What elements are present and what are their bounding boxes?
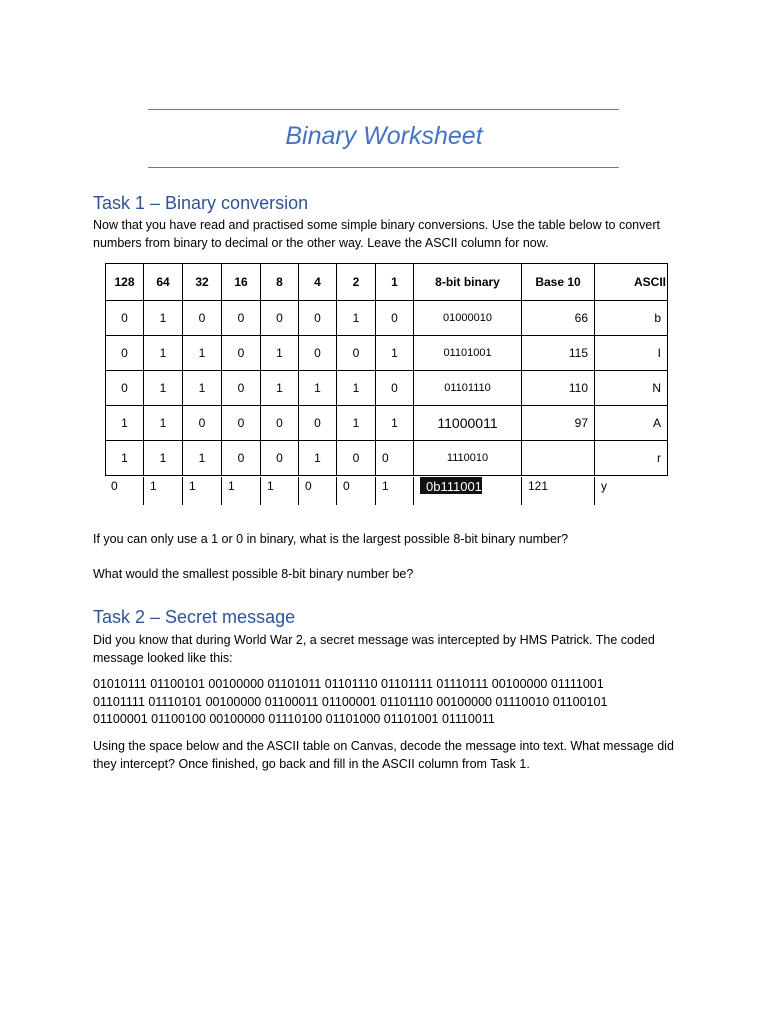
task1-heading: Task 1 – Binary conversion (93, 193, 309, 213)
column-header: 64 (144, 264, 183, 301)
bit-cell[interactable]: 0 (222, 406, 261, 441)
bit-cell[interactable]: 0 (222, 336, 261, 371)
bit-cell[interactable]: 0 (261, 301, 299, 336)
bit-cell[interactable]: 1 (375, 477, 413, 505)
column-header: 32 (183, 264, 222, 301)
bit-cell[interactable]: 0 (261, 441, 299, 476)
bit-cell[interactable]: 1 (144, 301, 183, 336)
task2-heading: Task 2 – Secret message (93, 607, 296, 627)
bit-cell[interactable]: 1 (144, 406, 183, 441)
bit-cell[interactable]: 0 (106, 301, 144, 336)
bit-cell[interactable]: 1 (106, 441, 144, 476)
bit-cell[interactable]: 1 (144, 441, 183, 476)
bit-cell[interactable]: 1 (183, 441, 222, 476)
bit-cell[interactable]: 1 (337, 301, 376, 336)
decimal-cell[interactable]: 115 (522, 336, 595, 371)
coded-message: 01010111 01100101 00100000 01101011 01101110 01101111 01110111 00100000 01111001 01101111 01110101 00100000 01100011 01100001 01101110 00100000 01110010 01100101 01100001 01100100 00100000 01110100 01101000 01101001 01110011 (93, 677, 608, 726)
table-row (106, 336, 668, 371)
bottom-rule (148, 167, 619, 168)
bit-cell[interactable]: 0 (337, 336, 376, 371)
bit-cell[interactable]: 0 (222, 371, 261, 406)
bit-cell[interactable]: 1 (143, 477, 182, 505)
ascii-cell[interactable]: y (594, 477, 667, 505)
binary-cell[interactable]: 01000010 (414, 301, 522, 336)
bit-cell[interactable]: 0 (261, 406, 299, 441)
table-row (106, 371, 668, 406)
bit-cell[interactable]: 1 (376, 406, 414, 441)
bit-cell[interactable]: 1 (144, 371, 183, 406)
binary-table (105, 263, 668, 476)
bit-cell[interactable]: 0 (299, 336, 337, 371)
bit-cell[interactable]: 0 (183, 301, 222, 336)
bit-cell[interactable]: 0 (111, 479, 118, 493)
decimal-cell[interactable]: 121 (521, 477, 594, 505)
bit-cell[interactable]: 0 (376, 441, 414, 476)
decimal-cell[interactable]: 66 (522, 301, 595, 336)
column-header: 16 (222, 264, 261, 301)
bit-cell[interactable]: 0 (376, 301, 414, 336)
bit-cell[interactable]: 1 (299, 371, 337, 406)
bit-cell[interactable]: 1 (261, 336, 299, 371)
ascii-cell[interactable]: I (595, 336, 668, 371)
ascii-cell[interactable]: r (595, 441, 668, 476)
bit-cell[interactable]: 1 (376, 336, 414, 371)
bit-cell[interactable]: 1 (183, 336, 222, 371)
bit-cell[interactable]: 0 (299, 406, 337, 441)
bit-cell[interactable]: 1 (260, 477, 298, 505)
bit-cell[interactable]: 1 (144, 336, 183, 371)
binary-cell[interactable]: 01101001 (414, 336, 522, 371)
table-row (106, 301, 668, 336)
table-header-row (106, 264, 668, 301)
bit-cell[interactable]: 1 (261, 371, 299, 406)
page-title: Binary Worksheet (285, 122, 483, 150)
table-row (106, 406, 668, 441)
table-row (106, 441, 668, 476)
ascii-cell[interactable]: b (595, 301, 668, 336)
bit-cell[interactable]: 0 (183, 406, 222, 441)
bit-cell[interactable]: 1 (106, 406, 144, 441)
column-header: 128 (106, 264, 144, 301)
task2-intro: Did you know that during World War 2, a secret message was intercepted by HMS Patrick. The coded message looked like this: (93, 633, 655, 665)
bit-cell[interactable]: 0 (376, 371, 414, 406)
column-header: ASCII (595, 264, 668, 301)
bit-cell[interactable]: 1 (221, 477, 260, 505)
question-smallest: What would the smallest possible 8-bit binary number be? (93, 567, 414, 581)
task2-instructions: Using the space below and the ASCII table on Canvas, decode the message into text. What message did they intercept? Once finished, go back and fill in the ASCII column from Task 1. (93, 739, 674, 771)
decimal-cell[interactable]: 110 (522, 371, 595, 406)
decimal-cell[interactable] (522, 441, 595, 476)
bit-cell[interactable]: 0 (299, 301, 337, 336)
column-header: 1 (376, 264, 414, 301)
bit-cell[interactable]: 1 (299, 441, 337, 476)
column-header: 2 (337, 264, 376, 301)
bit-cell[interactable]: 1 (337, 406, 376, 441)
column-header: 8-bit binary (414, 264, 522, 301)
column-header: 8 (261, 264, 299, 301)
column-header: Base 10 (522, 264, 595, 301)
bit-cell[interactable]: 1 (337, 371, 376, 406)
question-largest: If you can only use a 1 or 0 in binary, what is the largest possible 8-bit binary number? (93, 532, 569, 546)
bit-cell[interactable]: 0 (337, 441, 376, 476)
binary-cell[interactable] (413, 477, 521, 505)
decimal-cell[interactable]: 97 (522, 406, 595, 441)
binary-cell[interactable]: 01101110 (414, 371, 522, 406)
bit-cell[interactable]: 0 (106, 371, 144, 406)
binary-cell[interactable]: 1110010 (414, 441, 522, 476)
binary-cell[interactable]: 11000011 (414, 406, 522, 441)
bit-cell[interactable]: 0 (106, 336, 144, 371)
bit-cell[interactable]: 1 (183, 371, 222, 406)
top-rule (148, 109, 619, 110)
bit-cell[interactable]: 0 (336, 477, 375, 505)
bit-cell[interactable]: 0 (298, 477, 336, 505)
selected-text[interactable]: 0b111001 (420, 477, 482, 494)
bit-cell[interactable]: 0 (222, 301, 261, 336)
bit-cell[interactable]: 0 (222, 441, 261, 476)
bit-cell[interactable]: 1 (182, 477, 221, 505)
ascii-cell[interactable]: A (595, 406, 668, 441)
ascii-cell[interactable]: N (595, 371, 668, 406)
column-header: 4 (299, 264, 337, 301)
task1-intro: Now that you have read and practised some simple binary conversions. Use the table below to convert numbers from binary to decimal or the other way. Leave the ASCII column for now. (93, 218, 660, 250)
